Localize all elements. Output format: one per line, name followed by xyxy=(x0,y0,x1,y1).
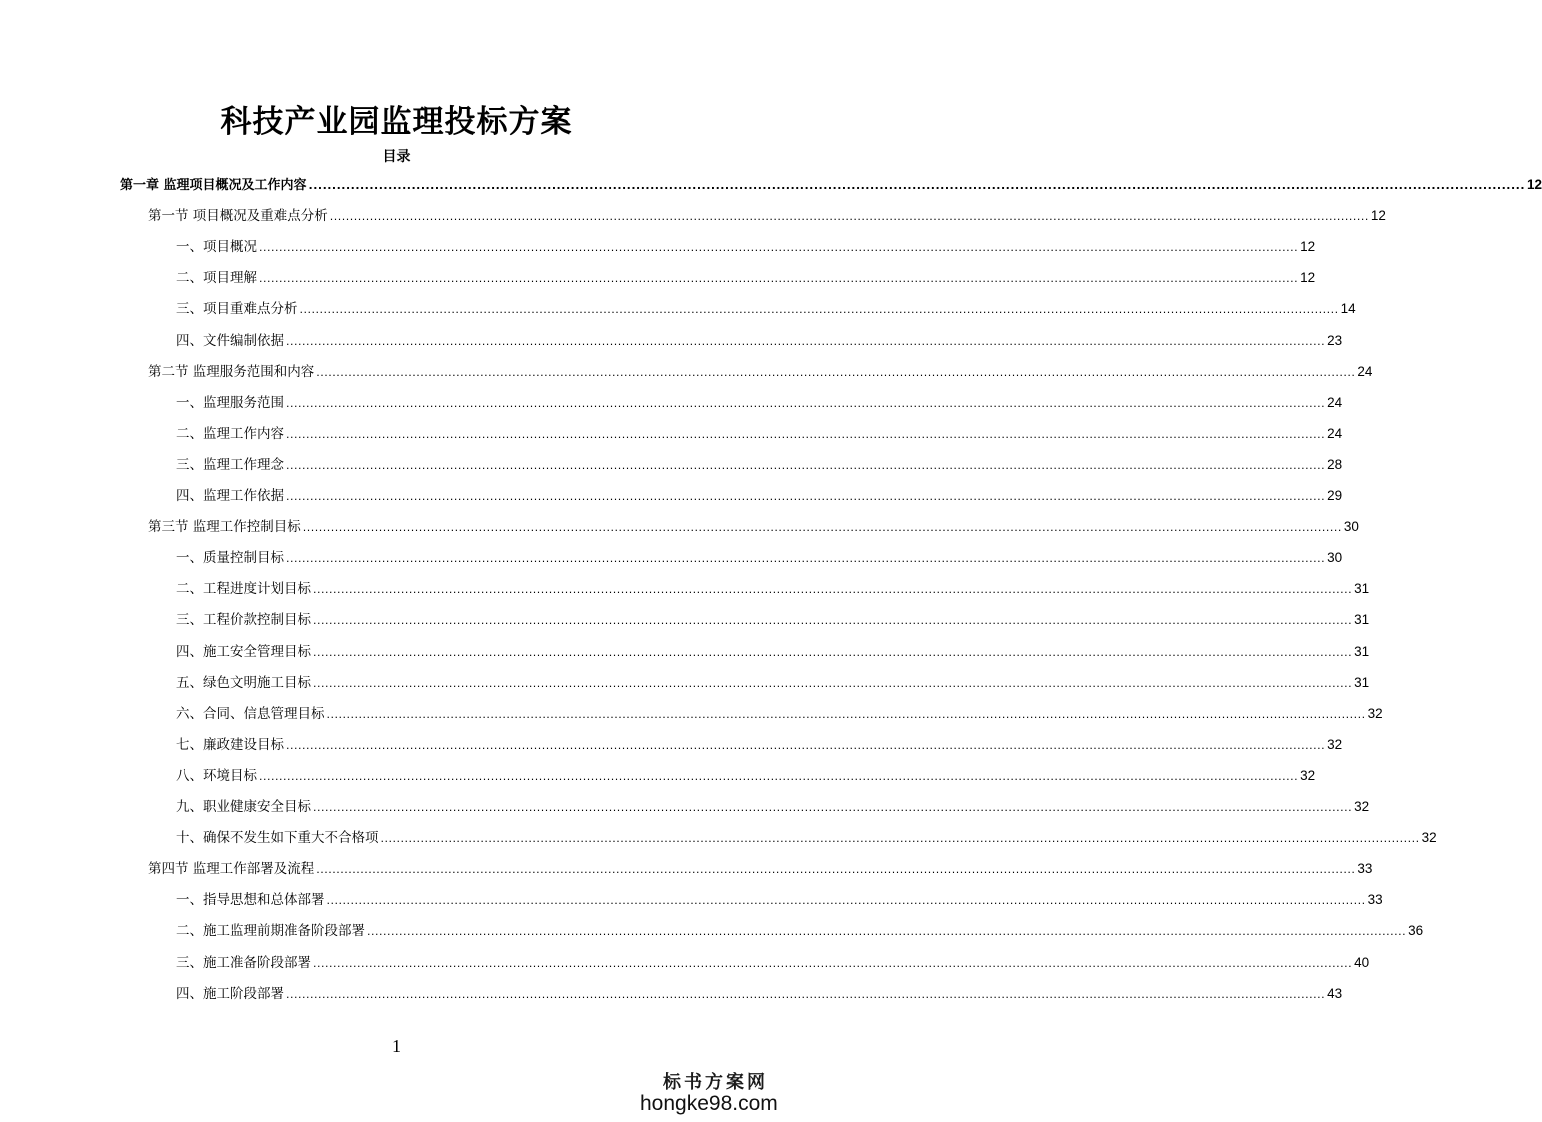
toc-dot-leader: .................................................................................................................................................................................................................................................................... xyxy=(286,458,1326,472)
toc-entry[interactable] xyxy=(176,978,1343,1009)
toc-entry-page: 32 xyxy=(1367,705,1383,721)
toc-entry[interactable] xyxy=(148,511,1359,542)
watermark-text-en: hongke98.com xyxy=(640,1092,778,1115)
toc-entry-title: 第一章 监理项目概况及工作内容 xyxy=(120,178,307,193)
toc-entry[interactable] xyxy=(176,573,1370,604)
toc-entry[interactable] xyxy=(176,636,1370,667)
toc-entry-page: 12 xyxy=(1370,208,1386,224)
toc-entry[interactable] xyxy=(148,200,1386,231)
toc-entry-title: 六、合同、信息管理目标 xyxy=(176,705,325,722)
toc-entry-page: 30 xyxy=(1343,519,1359,535)
toc-entry-page: 24 xyxy=(1327,394,1343,410)
toc-entry-title: 十、确保不发生如下重大不合格项 xyxy=(176,830,379,847)
toc-entry[interactable] xyxy=(176,791,1370,822)
toc-entry-page: 31 xyxy=(1354,643,1370,659)
toc-entry-title: 二、工程进度计划目标 xyxy=(176,581,311,598)
toc-entry[interactable] xyxy=(176,760,1316,791)
document-title: 科技产业园监理投标方案 xyxy=(220,104,573,140)
toc-dot-leader: .................................................................................................................................................................................................................................................................... xyxy=(326,707,1366,721)
toc-heading: 目录 xyxy=(382,149,411,165)
toc-dot-leader: .................................................................................................................................................................................................................................................................... xyxy=(326,894,1366,908)
toc-entry-title: 一、指导思想和总体部署 xyxy=(176,892,325,909)
page-number: 1 xyxy=(392,1036,401,1056)
toc-entry-page: 32 xyxy=(1327,736,1343,752)
toc-entry-page: 24 xyxy=(1357,363,1373,379)
toc-entry-title: 三、监理工作理念 xyxy=(176,456,284,473)
toc-dot-leader: .................................................................................................................................................................................................................................................................... xyxy=(286,738,1326,752)
toc-entry-page: 36 xyxy=(1408,923,1424,939)
toc-dot-leader: .................................................................................................................................................................................................................................................................... xyxy=(286,987,1326,1001)
toc-dot-leader: .................................................................................................................................................................................................................................................................... xyxy=(313,614,1353,628)
toc-entry-title: 第一节 项目概况及重难点分析 xyxy=(148,208,328,225)
toc-dot-leader: .................................................................................................................................................................................................................................................................... xyxy=(286,334,1326,348)
toc-entry[interactable] xyxy=(176,418,1343,449)
toc-entry-page: 33 xyxy=(1367,892,1383,908)
toc-entry-page: 28 xyxy=(1327,456,1343,472)
toc-entry-title: 三、施工准备阶段部署 xyxy=(176,954,311,971)
toc-entry-page: 30 xyxy=(1327,550,1343,566)
toc-dot-leader: .................................................................................................................................................................................................................................................................... xyxy=(313,583,1353,597)
toc-entry-page: 31 xyxy=(1354,674,1370,690)
toc-entry[interactable] xyxy=(120,169,1542,200)
toc-entry-title: 四、施工阶段部署 xyxy=(176,985,284,1002)
toc-entry-title: 七、廉政建设目标 xyxy=(176,736,284,753)
toc-entry-page: 24 xyxy=(1327,425,1343,441)
toc-entry[interactable] xyxy=(176,262,1316,293)
toc-dot-leader: .................................................................................................................................................................................................................................................................... xyxy=(316,863,1356,877)
toc-dot-leader: .................................................................................................................................................................................................................................................................... xyxy=(313,956,1353,970)
toc-entry[interactable] xyxy=(176,542,1343,573)
toc-entry[interactable] xyxy=(148,853,1373,884)
toc-dot-leader: .................................................................................................................................................................................................................................................................... xyxy=(313,801,1353,814)
toc-dot-leader: .................................................................................................................................................................................................................................................................... xyxy=(308,179,1525,192)
toc-entry-page: 40 xyxy=(1354,954,1370,970)
toc-entry-title: 五、绿色文明施工目标 xyxy=(176,674,311,691)
toc-entry-page: 31 xyxy=(1354,581,1370,597)
toc-entry-title: 一、监理服务范围 xyxy=(176,394,284,411)
toc-dot-leader: .................................................................................................................................................................................................................................................................... xyxy=(286,552,1326,566)
toc-dot-leader: .................................................................................................................................................................................................................................................................... xyxy=(313,676,1353,690)
toc-entry-title: 第三节 监理工作控制目标 xyxy=(148,519,301,536)
toc-dot-leader: .................................................................................................................................................................................................................................................................... xyxy=(286,427,1326,441)
toc-entry-title: 四、监理工作依据 xyxy=(176,488,284,504)
toc-entry-title: 九、职业健康安全目标 xyxy=(176,799,311,815)
toc-entry-page: 12 xyxy=(1300,270,1316,286)
toc-dot-leader: .................................................................................................................................................................................................................................................................... xyxy=(302,521,1342,535)
toc-dot-leader: .................................................................................................................................................................................................................................................................... xyxy=(286,490,1326,503)
toc-entry[interactable] xyxy=(176,293,1356,324)
toc-entry-title: 第四节 监理工作部署及流程 xyxy=(148,861,315,878)
toc-entry-page: 14 xyxy=(1340,301,1356,317)
toc-dot-leader: .................................................................................................................................................................................................................................................................... xyxy=(259,272,1299,286)
watermark-text-cn: 标书方案网 xyxy=(663,1072,768,1093)
toc-entry-page: 12 xyxy=(1527,177,1542,192)
toc-entry[interactable] xyxy=(176,667,1370,698)
toc-entry-title: 三、项目重难点分析 xyxy=(176,301,298,318)
toc-entry[interactable] xyxy=(176,449,1343,480)
toc-dot-leader: .................................................................................................................................................................................................................................................................... xyxy=(259,241,1299,255)
toc-dot-leader: .................................................................................................................................................................................................................................................................... xyxy=(313,645,1353,659)
toc-entry-title: 三、工程价款控制目标 xyxy=(176,612,311,629)
toc-entry-page: 31 xyxy=(1354,612,1370,628)
toc-entry[interactable] xyxy=(176,325,1343,356)
toc-entry-page: 43 xyxy=(1327,985,1343,1001)
toc-entry[interactable] xyxy=(176,698,1383,729)
toc-entry-page: 33 xyxy=(1357,861,1373,877)
toc-dot-leader: .................................................................................................................................................................................................................................................................... xyxy=(380,832,1420,846)
toc-entry-title: 二、监理工作内容 xyxy=(176,425,284,442)
toc-entry[interactable] xyxy=(176,387,1343,418)
toc-entry[interactable] xyxy=(176,884,1383,915)
toc-dot-leader: .................................................................................................................................................................................................................................................................... xyxy=(299,303,1339,317)
toc-entry[interactable] xyxy=(176,729,1343,760)
toc-dot-leader: .................................................................................................................................................................................................................................................................... xyxy=(286,396,1326,410)
toc-entry[interactable] xyxy=(176,947,1370,978)
toc-entry[interactable] xyxy=(148,356,1373,387)
toc-dot-leader: .................................................................................................................................................................................................................................................................... xyxy=(316,365,1356,379)
toc-entry-page: 12 xyxy=(1300,239,1316,255)
toc-dot-leader: .................................................................................................................................................................................................................................................................... xyxy=(259,769,1299,783)
toc-entry-title: 二、项目理解 xyxy=(176,270,257,287)
toc-entry-title: 二、施工监理前期准备阶段部署 xyxy=(176,923,365,940)
toc-entry-title: 一、项目概况 xyxy=(176,239,257,256)
toc-entry-page: 29 xyxy=(1327,488,1343,503)
toc-entry-page: 23 xyxy=(1327,332,1343,348)
toc-entry[interactable] xyxy=(176,231,1316,262)
toc-entry[interactable] xyxy=(176,480,1343,511)
toc-entry-title: 四、文件编制依据 xyxy=(176,332,284,349)
toc-entry[interactable] xyxy=(176,604,1370,635)
toc-entry-title: 第二节 监理服务范围和内容 xyxy=(148,363,315,380)
toc-entry-title: 四、施工安全管理目标 xyxy=(176,643,311,660)
toc-entry-title: 八、环境目标 xyxy=(176,767,257,784)
toc-entry-page: 32 xyxy=(1300,767,1316,783)
toc-dot-leader: .................................................................................................................................................................................................................................................................... xyxy=(367,925,1407,939)
toc-entry-page: 32 xyxy=(1354,799,1370,814)
toc-entry-page: 32 xyxy=(1421,830,1437,846)
toc-entry-title: 一、质量控制目标 xyxy=(176,550,284,567)
toc-entry[interactable] xyxy=(176,915,1424,946)
toc-dot-leader: .................................................................................................................................................................................................................................................................... xyxy=(329,210,1369,224)
toc-entry[interactable] xyxy=(176,822,1437,853)
